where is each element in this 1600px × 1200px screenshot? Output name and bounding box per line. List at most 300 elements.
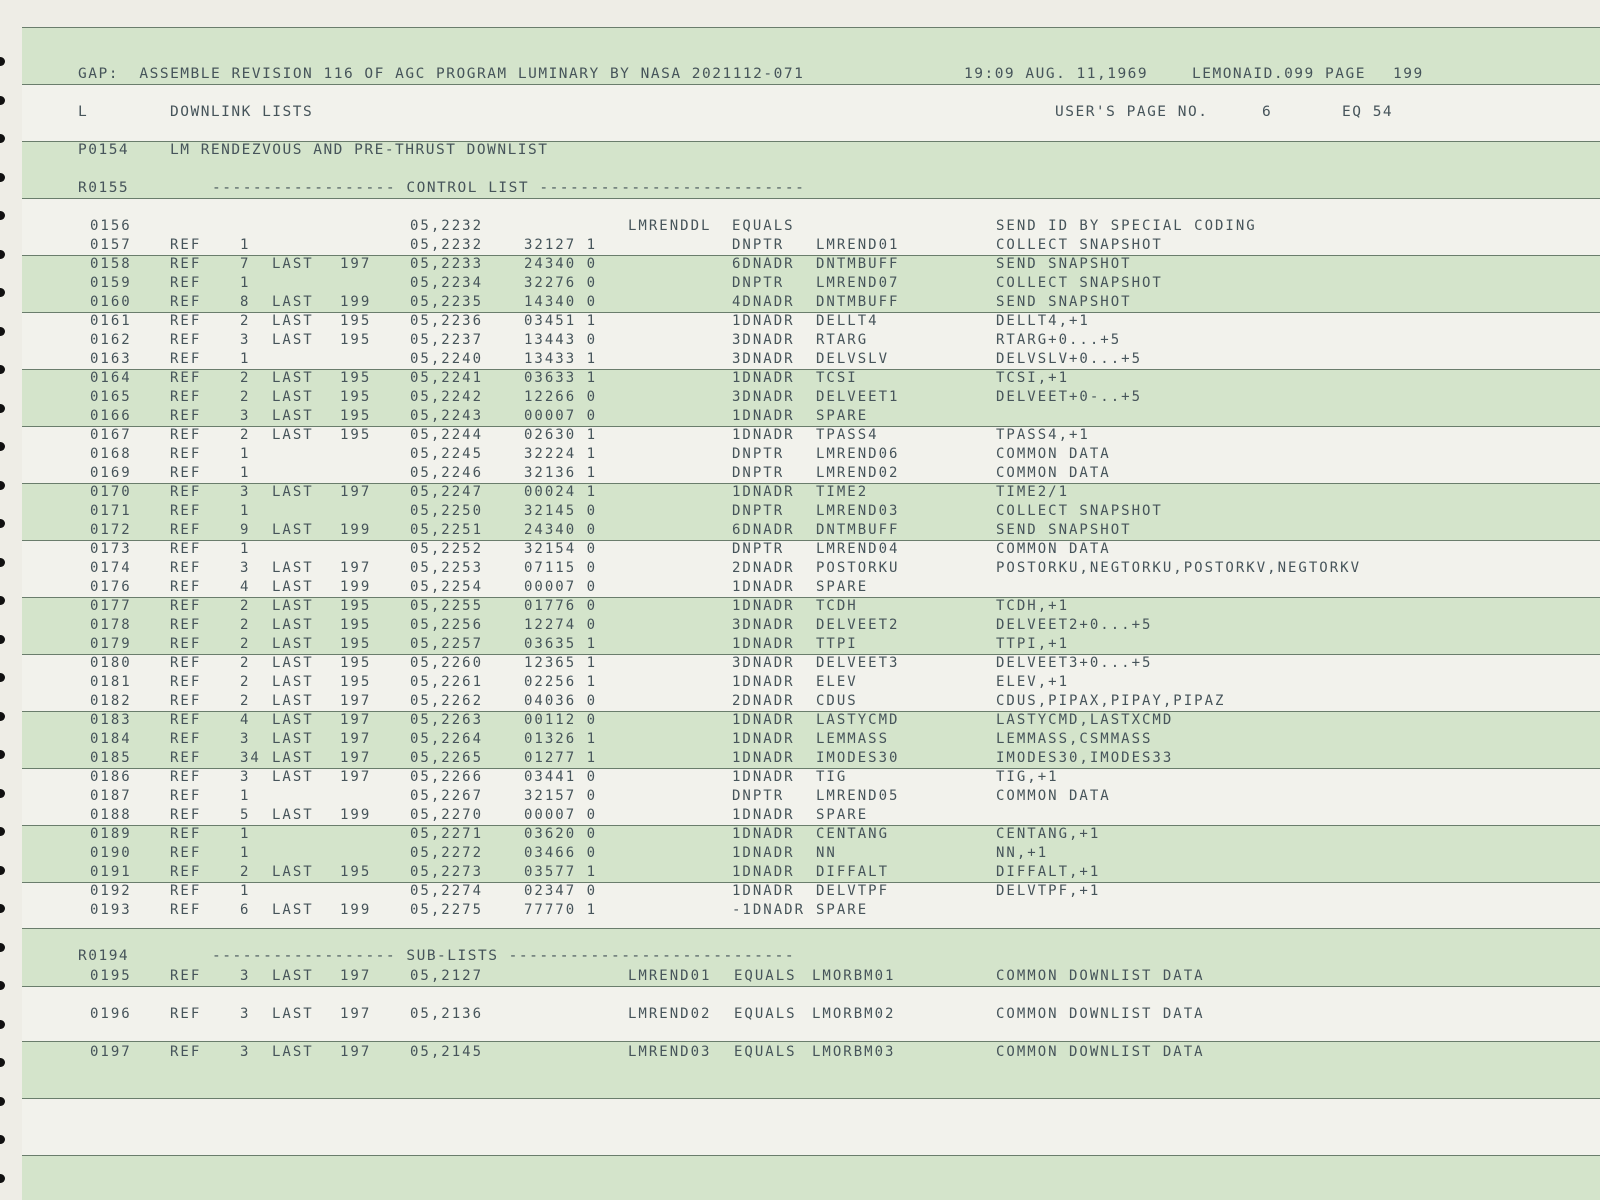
feed-hole — [0, 481, 5, 490]
cell-octal: 32276 0 — [524, 275, 598, 291]
cell-comment: SEND ID BY SPECIAL CODING — [996, 218, 1257, 234]
feed-hole — [0, 596, 5, 605]
cell-ref: REF — [170, 674, 202, 690]
feed-hole — [0, 904, 5, 913]
cell-ref: REF — [170, 579, 202, 595]
cell-lastn: 195 — [340, 617, 372, 633]
cell-addr: 05,2245 — [410, 446, 484, 462]
cell-octal: 32157 0 — [524, 788, 598, 804]
cell-operand: DNTMBUFF — [816, 522, 900, 538]
cell-refn: 2 — [240, 598, 251, 614]
cell-op: 6DNADR — [732, 522, 795, 538]
cell-op: 1DNADR — [732, 826, 795, 842]
cell-line: 0171 — [90, 503, 132, 519]
cell-lastn: 197 — [340, 712, 372, 728]
cell-addr: 05,2257 — [410, 636, 484, 652]
cell-octal: 03441 0 — [524, 769, 598, 785]
sub-list-id: R0194 — [78, 948, 130, 964]
cell-comment: SEND SNAPSHOT — [996, 294, 1132, 310]
control-list-id: R0155 — [78, 180, 130, 196]
cell-line: 0195 — [90, 968, 132, 984]
cell-line: 0174 — [90, 560, 132, 576]
cell-comment: SEND SNAPSHOT — [996, 256, 1132, 272]
cell-addr: 05,2241 — [410, 370, 484, 386]
green-bar — [22, 1156, 1600, 1200]
cell-octal: 12365 1 — [524, 655, 598, 671]
cell-ref: REF — [170, 655, 202, 671]
cell-ref: REF — [170, 275, 202, 291]
cell-last: LAST — [272, 902, 314, 918]
cell-op: 1DNADR — [732, 750, 795, 766]
cell-operand: LMORBM03 — [812, 1044, 896, 1060]
cell-addr: 05,2252 — [410, 541, 484, 557]
cell-refn: 4 — [240, 579, 251, 595]
cell-comment: COMMON DATA — [996, 788, 1111, 804]
feed-hole — [0, 404, 5, 413]
header-page-label: PAGE — [1325, 66, 1366, 82]
cell-last: LAST — [272, 408, 314, 424]
feed-hole — [0, 327, 5, 336]
cell-line: 0159 — [90, 275, 132, 291]
cell-ref: REF — [170, 636, 202, 652]
cell-op: EQUALS — [732, 218, 795, 234]
cell-ref: REF — [170, 902, 202, 918]
cell-line: 0189 — [90, 826, 132, 842]
cell-octal: 00112 0 — [524, 712, 598, 728]
cell-octal: 32224 1 — [524, 446, 598, 462]
cell-line: 0158 — [90, 256, 132, 272]
cell-addr: 05,2272 — [410, 845, 484, 861]
cell-comment: DIFFALT,+1 — [996, 864, 1101, 880]
cell-refn: 1 — [240, 845, 251, 861]
cell-comment: TCSI,+1 — [996, 370, 1070, 386]
cell-octal: 77770 1 — [524, 902, 598, 918]
white-bar — [22, 427, 1600, 483]
cell-ref: REF — [170, 1044, 202, 1060]
cell-octal: 04036 0 — [524, 693, 598, 709]
cell-refn: 3 — [240, 769, 251, 785]
cell-comment: LASTYCMD,LASTXCMD — [996, 712, 1174, 728]
cell-addr: 05,2247 — [410, 484, 484, 500]
cell-ref: REF — [170, 845, 202, 861]
cell-line: 0180 — [90, 655, 132, 671]
cell-ref: REF — [170, 294, 202, 310]
cell-line: 0167 — [90, 427, 132, 443]
cell-line: 0193 — [90, 902, 132, 918]
cell-op: 1DNADR — [732, 484, 795, 500]
cell-operand: NN — [816, 845, 837, 861]
cell-operand: LMORBM02 — [812, 1006, 896, 1022]
cell-addr: 05,2274 — [410, 883, 484, 899]
cell-comment: CDUS,PIPAX,PIPAY,PIPAZ — [996, 693, 1226, 709]
cell-op: DNPTR — [732, 541, 785, 557]
cell-line: 0173 — [90, 541, 132, 557]
cell-last: LAST — [272, 864, 314, 880]
cell-refn: 7 — [240, 256, 251, 272]
cell-ref: REF — [170, 807, 202, 823]
cell-refn: 5 — [240, 807, 251, 823]
feed-hole — [0, 712, 5, 721]
cell-addr: 05,2240 — [410, 351, 484, 367]
cell-octal: 01277 1 — [524, 750, 598, 766]
feed-hole — [0, 1058, 5, 1067]
cell-lastn: 197 — [340, 560, 372, 576]
cell-octal: 12274 0 — [524, 617, 598, 633]
cell-ref: REF — [170, 731, 202, 747]
cell-refn: 1 — [240, 446, 251, 462]
cell-refn: 6 — [240, 902, 251, 918]
cell-ref: REF — [170, 750, 202, 766]
cell-comment: POSTORKU,NEGTORKU,POSTORKV,NEGTORKV — [996, 560, 1362, 576]
cell-op: -1DNADR — [732, 902, 806, 918]
cell-line: 0166 — [90, 408, 132, 424]
cell-last: LAST — [272, 256, 314, 272]
cell-refn: 1 — [240, 826, 251, 842]
cell-op: DNPTR — [732, 275, 785, 291]
cell-lastn: 195 — [340, 332, 372, 348]
cell-refn: 3 — [240, 731, 251, 747]
cell-addr: 05,2260 — [410, 655, 484, 671]
cell-last: LAST — [272, 968, 314, 984]
cell-line: 0176 — [90, 579, 132, 595]
cell-octal: 02256 1 — [524, 674, 598, 690]
cell-line: 0156 — [90, 218, 132, 234]
feed-hole — [0, 1097, 5, 1106]
cell-ref: REF — [170, 522, 202, 538]
cell-comment: COLLECT SNAPSHOT — [996, 275, 1163, 291]
cell-refn: 2 — [240, 370, 251, 386]
cell-addr: 05,2267 — [410, 788, 484, 804]
cell-addr: 05,2232 — [410, 237, 484, 253]
cell-op: EQUALS — [734, 1006, 797, 1022]
cell-op: 1DNADR — [732, 883, 795, 899]
cell-addr: 05,2250 — [410, 503, 484, 519]
cell-refn: 1 — [240, 275, 251, 291]
cell-octal: 00007 0 — [524, 579, 598, 595]
green-bar — [22, 598, 1600, 654]
cell-ref: REF — [170, 427, 202, 443]
feed-hole — [0, 981, 5, 990]
cell-operand: CDUS — [816, 693, 858, 709]
cell-comment: DELVSLV+0...+5 — [996, 351, 1143, 367]
cell-op: 1DNADR — [732, 427, 795, 443]
feed-hole — [0, 173, 5, 182]
cell-lastn: 197 — [340, 1044, 372, 1060]
cell-ref: REF — [170, 484, 202, 500]
feed-hole — [0, 250, 5, 259]
cell-comment: DELLT4,+1 — [996, 313, 1090, 329]
cell-line: 0163 — [90, 351, 132, 367]
cell-ref: REF — [170, 351, 202, 367]
cell-op: 1DNADR — [732, 674, 795, 690]
cell-last: LAST — [272, 579, 314, 595]
cell-line: 0160 — [90, 294, 132, 310]
cell-op: 2DNADR — [732, 560, 795, 576]
cell-line: 0165 — [90, 389, 132, 405]
feed-hole — [0, 558, 5, 567]
cell-lastn: 199 — [340, 522, 372, 538]
cell-last: LAST — [272, 1006, 314, 1022]
cell-octal: 03577 1 — [524, 864, 598, 880]
cell-line: 0157 — [90, 237, 132, 253]
cell-operand: LMREND06 — [816, 446, 900, 462]
section-code: L — [78, 104, 89, 120]
cell-ref: REF — [170, 503, 202, 519]
cell-op: DNPTR — [732, 237, 785, 253]
cell-operand: DNTMBUFF — [816, 256, 900, 272]
cell-operand: SPARE — [816, 807, 869, 823]
feed-hole — [0, 365, 5, 374]
cell-last: LAST — [272, 636, 314, 652]
cell-addr: 05,2251 — [410, 522, 484, 538]
cell-line: 0192 — [90, 883, 132, 899]
cell-op: EQUALS — [734, 1044, 797, 1060]
cell-op: 1DNADR — [732, 579, 795, 595]
cell-label: LMREND01 — [628, 968, 712, 984]
cell-lastn: 195 — [340, 636, 372, 652]
cell-comment: TCDH,+1 — [996, 598, 1070, 614]
cell-octal: 32154 0 — [524, 541, 598, 557]
cell-comment: COLLECT SNAPSHOT — [996, 237, 1163, 253]
cell-op: 1DNADR — [732, 313, 795, 329]
cell-refn: 2 — [240, 674, 251, 690]
cell-addr: 05,2262 — [410, 693, 484, 709]
cell-op: 4DNADR — [732, 294, 795, 310]
cell-last: LAST — [272, 294, 314, 310]
cell-last: LAST — [272, 332, 314, 348]
cell-addr: 05,2242 — [410, 389, 484, 405]
white-bar — [22, 769, 1600, 825]
cell-operand: SPARE — [816, 408, 869, 424]
user-page-number: 6 — [1262, 104, 1273, 120]
cell-operand: DELVEET1 — [816, 389, 900, 405]
cell-addr: 05,2235 — [410, 294, 484, 310]
cell-ref: REF — [170, 465, 202, 481]
cell-refn: 3 — [240, 560, 251, 576]
cell-ref: REF — [170, 408, 202, 424]
cell-last: LAST — [272, 484, 314, 500]
cell-addr: 05,2253 — [410, 560, 484, 576]
green-bar — [22, 256, 1600, 312]
cell-last: LAST — [272, 522, 314, 538]
cell-comment: DELVEET3+0...+5 — [996, 655, 1153, 671]
cell-addr: 05,2264 — [410, 731, 484, 747]
cell-operand: TIME2 — [816, 484, 869, 500]
cell-lastn: 197 — [340, 968, 372, 984]
cell-last: LAST — [272, 617, 314, 633]
cell-refn: 2 — [240, 389, 251, 405]
cell-label: LMRENDDL — [628, 218, 712, 234]
cell-lastn: 195 — [340, 408, 372, 424]
cell-comment: IMODES30,IMODES33 — [996, 750, 1174, 766]
cell-line: 0185 — [90, 750, 132, 766]
white-bar — [22, 1099, 1600, 1155]
cell-comment: COMMON DOWNLIST DATA — [996, 968, 1205, 984]
feed-hole — [0, 288, 5, 297]
cell-comment: DELVEET2+0...+5 — [996, 617, 1153, 633]
cell-comment: COLLECT SNAPSHOT — [996, 503, 1163, 519]
feed-hole — [0, 827, 5, 836]
cell-op: 2DNADR — [732, 693, 795, 709]
cell-lastn: 197 — [340, 693, 372, 709]
feed-hole — [0, 750, 5, 759]
cell-refn: 2 — [240, 313, 251, 329]
cell-last: LAST — [272, 560, 314, 576]
cell-op: 1DNADR — [732, 807, 795, 823]
cell-addr: 05,2266 — [410, 769, 484, 785]
cell-line: 0179 — [90, 636, 132, 652]
cell-operand: CENTANG — [816, 826, 890, 842]
cell-addr: 05,2233 — [410, 256, 484, 272]
white-bar — [22, 199, 1600, 255]
feed-hole — [0, 211, 5, 220]
cell-ref: REF — [170, 617, 202, 633]
cell-operand: DELVTPF — [816, 883, 890, 899]
cell-ref: REF — [170, 1006, 202, 1022]
cell-operand: LMREND05 — [816, 788, 900, 804]
cell-line: 0168 — [90, 446, 132, 462]
cell-octal: 24340 0 — [524, 256, 598, 272]
cell-op: 3DNADR — [732, 351, 795, 367]
cell-octal: 02630 1 — [524, 427, 598, 443]
cell-comment: TTPI,+1 — [996, 636, 1070, 652]
cell-op: 3DNADR — [732, 332, 795, 348]
cell-operand: SPARE — [816, 579, 869, 595]
cell-octal: 00024 1 — [524, 484, 598, 500]
cell-addr: 05,2256 — [410, 617, 484, 633]
cell-refn: 2 — [240, 693, 251, 709]
cell-ref: REF — [170, 826, 202, 842]
cell-operand: LMORBM01 — [812, 968, 896, 984]
cell-operand: LASTYCMD — [816, 712, 900, 728]
cell-operand: DELVEET3 — [816, 655, 900, 671]
cell-lastn: 199 — [340, 807, 372, 823]
cell-addr: 05,2265 — [410, 750, 484, 766]
cell-op: DNPTR — [732, 446, 785, 462]
cell-lastn: 195 — [340, 674, 372, 690]
cell-operand: TTPI — [816, 636, 858, 652]
control-list-title: ------------------ CONTROL LIST -------------------------- — [212, 180, 806, 196]
green-bar — [22, 370, 1600, 426]
cell-octal: 24340 0 — [524, 522, 598, 538]
cell-comment: COMMON DATA — [996, 541, 1111, 557]
cell-op: 3DNADR — [732, 617, 795, 633]
cell-refn: 2 — [240, 427, 251, 443]
cell-ref: REF — [170, 883, 202, 899]
cell-line: 0188 — [90, 807, 132, 823]
cell-last: LAST — [272, 370, 314, 386]
cell-operand: LMREND07 — [816, 275, 900, 291]
cell-addr: 05,2261 — [410, 674, 484, 690]
cell-operand: LMREND02 — [816, 465, 900, 481]
cell-refn: 1 — [240, 788, 251, 804]
cell-refn: 1 — [240, 237, 251, 253]
cell-operand: LMREND01 — [816, 237, 900, 253]
feed-hole — [0, 57, 5, 66]
cell-label: LMREND02 — [628, 1006, 712, 1022]
cell-lastn: 197 — [340, 1006, 372, 1022]
cell-addr: 05,2244 — [410, 427, 484, 443]
cell-lastn: 197 — [340, 731, 372, 747]
cell-op: DNPTR — [732, 465, 785, 481]
cell-lastn: 199 — [340, 902, 372, 918]
cell-operand: LMREND03 — [816, 503, 900, 519]
cell-octal: 12266 0 — [524, 389, 598, 405]
feed-hole — [0, 442, 5, 451]
cell-octal: 03635 1 — [524, 636, 598, 652]
cell-refn: 34 — [240, 750, 261, 766]
header-source: LEMONAID.099 — [1192, 66, 1315, 82]
cell-op: 1DNADR — [732, 864, 795, 880]
cell-op: 1DNADR — [732, 712, 795, 728]
cell-octal: 03466 0 — [524, 845, 598, 861]
cell-op: DNPTR — [732, 788, 785, 804]
cell-addr: 05,2275 — [410, 902, 484, 918]
cell-addr: 05,2270 — [410, 807, 484, 823]
cell-line: 0182 — [90, 693, 132, 709]
cell-op: 1DNADR — [732, 598, 795, 614]
cell-ref: REF — [170, 693, 202, 709]
cell-line: 0183 — [90, 712, 132, 728]
cell-refn: 2 — [240, 864, 251, 880]
cell-line: 0184 — [90, 731, 132, 747]
cell-octal: 01776 0 — [524, 598, 598, 614]
cell-octal: 32136 1 — [524, 465, 598, 481]
cell-octal: 01326 1 — [524, 731, 598, 747]
cell-last: LAST — [272, 674, 314, 690]
cell-ref: REF — [170, 446, 202, 462]
cell-lastn: 199 — [340, 579, 372, 595]
cell-line: 0191 — [90, 864, 132, 880]
cell-comment: DELVEET+0-..+5 — [996, 389, 1143, 405]
cell-op: DNPTR — [732, 503, 785, 519]
cell-operand: RTARG — [816, 332, 869, 348]
cell-line: 0162 — [90, 332, 132, 348]
feed-hole — [0, 789, 5, 798]
cell-addr: 05,2254 — [410, 579, 484, 595]
cell-octal: 03633 1 — [524, 370, 598, 386]
cell-last: LAST — [272, 598, 314, 614]
cell-comment: ELEV,+1 — [996, 674, 1070, 690]
feed-hole — [0, 1174, 5, 1183]
cell-operand: TPASS4 — [816, 427, 879, 443]
cell-refn: 1 — [240, 883, 251, 899]
cell-lastn: 197 — [340, 769, 372, 785]
cell-octal: 32145 0 — [524, 503, 598, 519]
cell-ref: REF — [170, 237, 202, 253]
cell-octal: 32127 1 — [524, 237, 598, 253]
cell-last: LAST — [272, 769, 314, 785]
cell-ref: REF — [170, 769, 202, 785]
cell-line: 0169 — [90, 465, 132, 481]
cell-octal: 13433 1 — [524, 351, 598, 367]
cell-comment: NN,+1 — [996, 845, 1049, 861]
feed-hole — [0, 134, 5, 143]
cell-ref: REF — [170, 712, 202, 728]
cell-comment: TPASS4,+1 — [996, 427, 1090, 443]
cell-refn: 2 — [240, 617, 251, 633]
cell-operand: TIG — [816, 769, 848, 785]
cell-line: 0177 — [90, 598, 132, 614]
white-bar — [22, 883, 1600, 928]
cell-addr: 05,2246 — [410, 465, 484, 481]
cell-comment: TIG,+1 — [996, 769, 1059, 785]
cell-ref: REF — [170, 256, 202, 272]
header-title: GAP: ASSEMBLE REVISION 116 OF AGC PROGRAM LUMINARY BY NASA 2021112-071 — [78, 66, 805, 82]
cell-addr: 05,2263 — [410, 712, 484, 728]
white-bar — [22, 987, 1600, 1041]
cell-op: 3DNADR — [732, 389, 795, 405]
